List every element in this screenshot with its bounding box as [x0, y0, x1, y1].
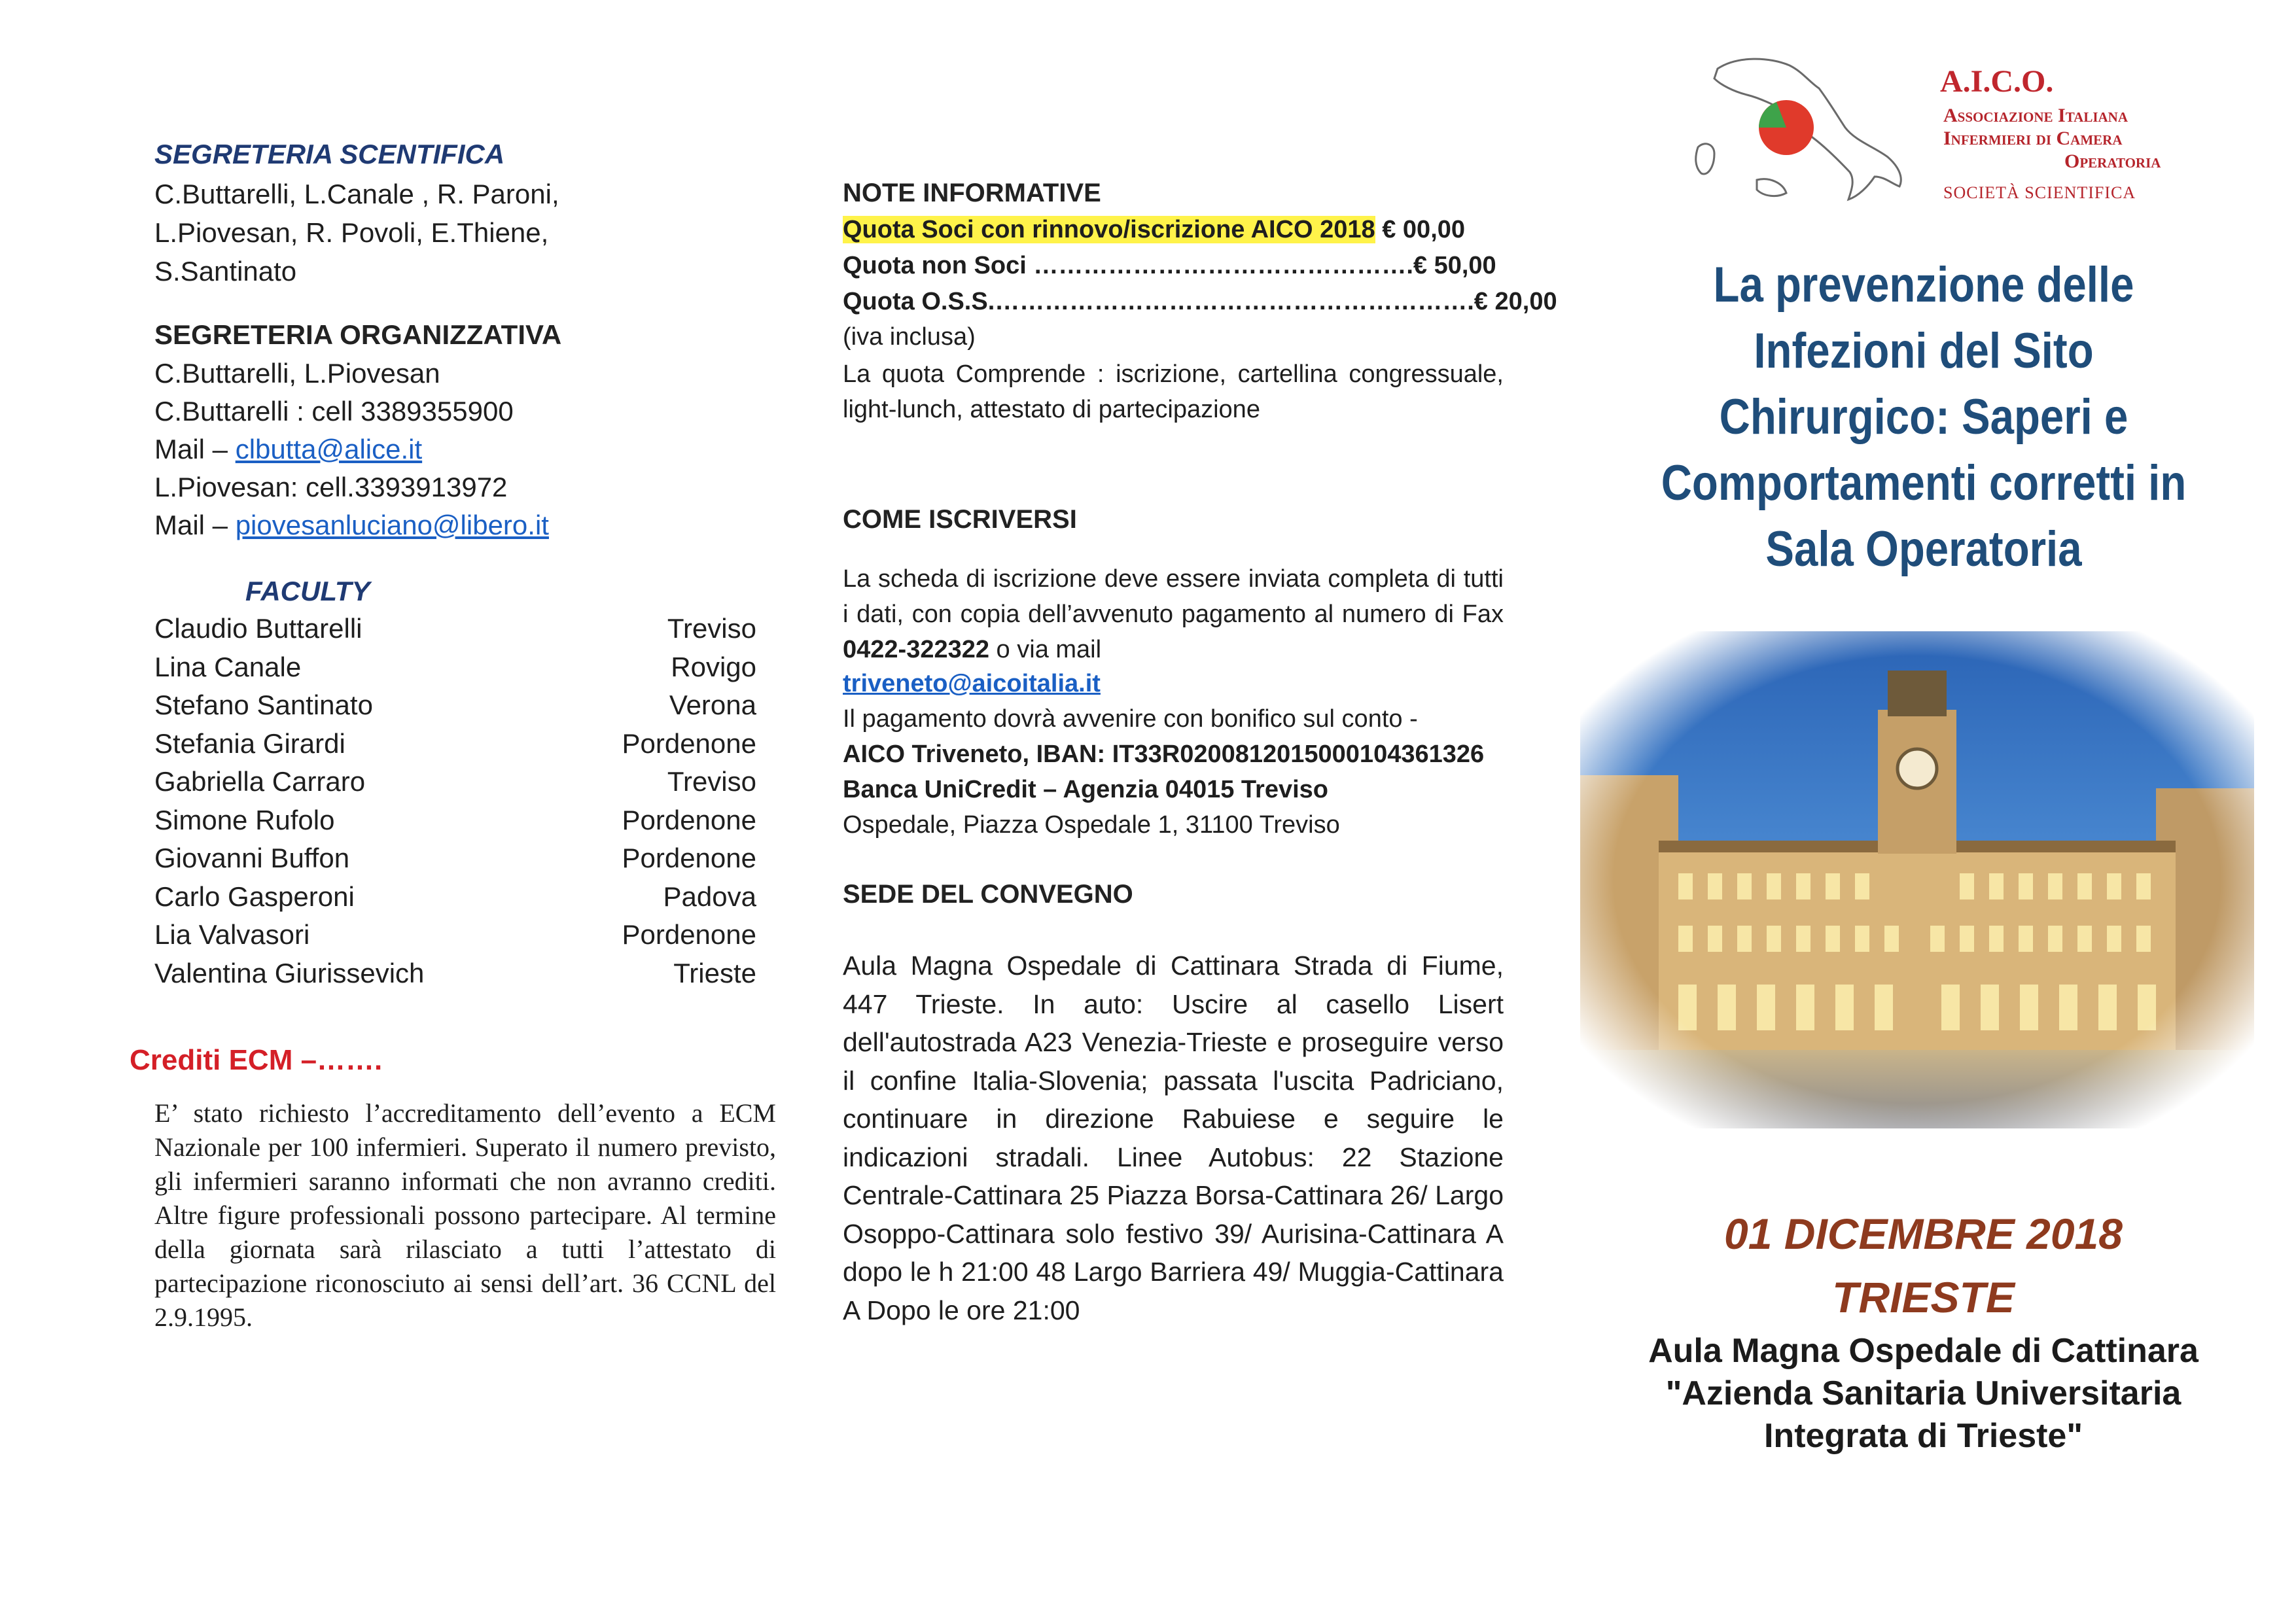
iban-text: AICO Triveneto, IBAN: IT33R0200812015000104361326 — [843, 741, 1485, 768]
email-link-buttarelli[interactable]: clbutta@alice.it — [235, 434, 423, 464]
faculty-name: Carlo Gasperoni — [154, 881, 355, 912]
faculty-row — [154, 652, 756, 688]
note-informative-title: NOTE INFORMATIVE — [843, 179, 1101, 207]
organizzativa-phone: C.Buttarelli : cell 3389355900 — [154, 396, 514, 427]
crediti-ecm-title: Crediti ECM –……. — [130, 1044, 383, 1076]
banca-address: Ospedale, Piazza Ospedale 1, 31100 Treviso — [843, 811, 1340, 839]
quota-non-soci-row — [843, 252, 1504, 280]
faculty-name: Claudio Buttarelli — [154, 613, 362, 644]
mail-prefix: Mail – — [154, 434, 236, 464]
crediti-ecm-text: E’ stato richiesto l’accreditamento dell’evento a ECM Nazionale per 100 infermieri. Superato il numero previsto, gli infermieri saranno informati che non avranno crediti. Altre figure professionali possono partecipare. Al termine della giornata sarà rilasciato a tutti l’attestato di partecipazione riconosciuto ai sensi dell’art. 36 CCNL del 2.9.1995. — [154, 1098, 776, 1332]
left-panel — [0, 0, 805, 1623]
quota-non-soci-label: Quota non Soci ……………………………………… — [843, 252, 1407, 279]
faculty-row — [154, 689, 756, 726]
faculty-title: FACULTY — [245, 576, 370, 606]
title-line: Sala Operatoria — [1765, 521, 2082, 577]
iscriversi-text-a: La scheda di iscrizione deve essere inviata completa di tutti i dati, con copia dell’avvenuto pagamento al numero di Fax — [843, 565, 1504, 628]
quota-oss-label: Quota O.S.S.………………………………………………… — [843, 288, 1468, 315]
faculty-name: Simone Rufolo — [154, 804, 335, 835]
mail-prefix: Mail – — [154, 510, 236, 540]
segreteria-scientifica-line: L.Piovesan, R. Povoli, E.Thiene, — [154, 217, 549, 248]
faculty-city: Pordenone — [622, 919, 756, 950]
segreteria-scientifica-line: C.Buttarelli, L.Canale , R. Paroni, — [154, 179, 559, 209]
brochure-title — [1631, 252, 2216, 582]
faculty-city: Trieste — [673, 957, 756, 988]
trieste-piazza-photo — [1580, 631, 2254, 1128]
faculty-row — [154, 919, 756, 956]
event-date: 01 DICEMBRE 2018 — [1724, 1210, 2123, 1258]
pagamento-text: Il pagamento dovrà avvenire con bonifico sul conto - — [843, 705, 1418, 733]
faculty-name: Lia Valvasori — [154, 919, 310, 950]
iscriversi-paragraph — [843, 561, 1504, 667]
email-link-piovesan[interactable]: piovesanluciano@libero.it — [235, 510, 549, 540]
segreteria-organizzativa-title: SEGRETERIA ORGANIZZATIVA — [154, 319, 562, 350]
sede-convegno-title: SEDE DEL CONVEGNO — [843, 880, 1133, 909]
event-city: TRIESTE — [1832, 1273, 2015, 1321]
aico-logo — [1678, 49, 2215, 213]
title-line: Infezioni del Sito — [1754, 323, 2094, 379]
quota-soci-amount: € 00,00 — [1375, 216, 1466, 243]
faculty-name: Lina Canale — [154, 651, 302, 682]
sede-convegno-text: Aula Magna Ospedale di Cattinara Strada di Fiume, 447 Trieste. In auto: Uscire al casello Lisert dell'autostrada A23 Venezia-Trieste e proseguire verso il confine Italia-Slovenia; passata l'uscita Padriciano, continuare in direzione Rabuiese e seguire le indicazioni stradali. Linee Autobus: 22 Stazione Centrale-Cattinara 25 Piazza Borsa-Cattinara 26/ Largo Osoppo-Cattinara solo festivo 39/ Aurisina-Cattinara A dopo le h 21:00 48 Largo Barriera 49/ Muggia-Cattinara A Dopo le ore 21:00 — [843, 951, 1504, 1325]
quota-soci-row — [843, 216, 1504, 244]
italy-map-icon — [1678, 49, 1940, 213]
faculty-city: Pordenone — [622, 843, 756, 873]
faculty-name: Gabriella Carraro — [154, 766, 366, 797]
iva-note: (iva inclusa) — [843, 323, 976, 351]
faculty-row — [154, 805, 756, 841]
faculty-name: Valentina Giurissevich — [154, 957, 425, 988]
quota-soci-label: Quota Soci con rinnovo/iscrizione AICO 2018 — [843, 216, 1375, 243]
faculty-row — [154, 881, 756, 918]
faculty-row — [154, 766, 756, 803]
email-link-triveneto[interactable]: triveneto@aicoitalia.it — [843, 670, 1101, 697]
logo-subtitle: SOCIETÀ SCIENTIFICA — [1943, 183, 2136, 202]
faculty-city: Pordenone — [622, 804, 756, 835]
organizzativa-names: C.Buttarelli, L.Piovesan — [154, 358, 440, 389]
title-line: Chirurgico: Saperi e — [1719, 389, 2128, 445]
iscriversi-mail-row — [843, 666, 1504, 701]
venue-line: Aula Magna Ospedale di Cattinara — [1648, 1332, 2199, 1370]
fax-number: 0422-322322 — [843, 636, 989, 663]
faculty-name: Stefania Girardi — [154, 727, 345, 759]
faculty-city: Pordenone — [622, 727, 756, 759]
middle-panel — [805, 0, 1557, 1623]
faculty-city: Verona — [669, 689, 756, 720]
faculty-city: Treviso — [667, 766, 756, 797]
faculty-city: Treviso — [667, 613, 756, 644]
faculty-city: Padova — [663, 881, 756, 912]
logo-line-2: Infermieri di Camera — [1943, 128, 2123, 149]
right-panel — [1551, 0, 2296, 1623]
organizzativa-phone-2: L.Piovesan: cell.3393913972 — [154, 472, 508, 502]
organizzativa-mail-row — [154, 434, 422, 465]
iscriversi-text-b: o via mail — [989, 636, 1102, 663]
logo-acronym: A.I.C.O. — [1940, 64, 2054, 99]
segreteria-scientifica-line: S.Santinato — [154, 256, 297, 287]
venue-line: "Azienda Sanitaria Universitaria — [1665, 1374, 2181, 1412]
come-iscriversi-title: COME ISCRIVERSI — [843, 505, 1077, 534]
banca-text: Banca UniCredit – Agenzia 04015 Treviso — [843, 776, 1329, 803]
quota-oss-row — [843, 288, 1557, 316]
logo-line-3: Operatoria — [2064, 150, 2161, 172]
title-line: La prevenzione delle — [1713, 257, 2134, 313]
segreteria-scientifica-title: SEGRETERIA SCENTIFICA — [154, 139, 505, 169]
faculty-name: Stefano Santinato — [154, 689, 373, 720]
faculty-row — [154, 843, 756, 879]
quota-comprende: La quota Comprende : iscrizione, cartellina congressuale, light-lunch, attestato di partecipazione — [843, 360, 1504, 423]
organizzativa-mail-row-2 — [154, 510, 549, 541]
faculty-name: Giovanni Buffon — [154, 843, 350, 873]
faculty-row — [154, 958, 756, 994]
faculty-city: Rovigo — [671, 651, 756, 682]
title-line: Comportamenti corretti in — [1661, 455, 2187, 511]
venue-line: Integrata di Trieste" — [1763, 1417, 2083, 1455]
faculty-row — [154, 613, 756, 650]
logo-line-1: Associazione Italiana — [1943, 105, 2128, 126]
faculty-row — [154, 728, 756, 765]
quota-oss-amount: .€ 20,00 — [1467, 288, 1557, 315]
quota-non-soci-amount: .€ 50,00 — [1406, 252, 1496, 279]
